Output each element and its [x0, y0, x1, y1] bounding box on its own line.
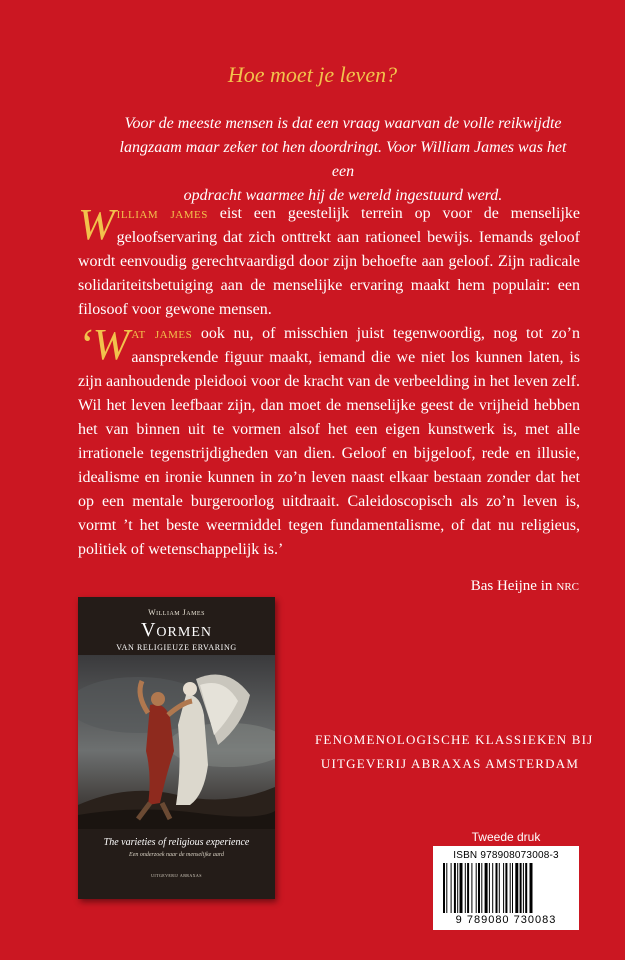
barcode-bar	[503, 863, 504, 913]
barcode-bar	[485, 863, 488, 913]
paragraph-body: ook nu, of misschien juist tegenwoordig, nog tot zo’n aansprekende figuur maakt, iemand die we niet los kunnen laten, is zijn aanhoudende pleidooi voor de kracht van de verbeelding in het leven zelf. Wil het leven leefbaar zijn, dan moet de menselijke geest de vrijheid hebben het van binnen uit te vormen alsof het een eigen kunstwerk is, met alle irrationele tegenstrijdigheden van dien. Geloof en bijgeloof, rede en illusie, idealisme en ironie kunnen in zo’n leven naast elkaar bestaan zonder dat het op een mentale burgeroorlog uitdraait. Caleidoscopisch als zo’n leven is, vormt ’t het beste weermiddel tegen fundamentalisme, of dat nu religieus, politiek of wetenschappelijk is.’	[78, 325, 580, 558]
barcode-bar	[520, 863, 522, 913]
edition-label: Tweede druk	[471, 830, 541, 844]
lead-in-small-caps: at james	[131, 325, 193, 342]
barcode-bar	[471, 863, 472, 913]
attribution-source: nrc	[556, 578, 579, 594]
barcode-bars	[441, 863, 571, 913]
barcode-bar	[499, 863, 500, 913]
barcode-bar	[512, 863, 513, 913]
barcode-bar	[476, 863, 477, 913]
front-cover-thumbnail	[78, 597, 275, 899]
drop-cap	[78, 320, 130, 369]
paragraph-body: eist een geestelijk terrein op voor de menselijke geloofservaring dat zich onttrekt aan rationeel bewijs. Iemands geloof wordt eenvoudig gerechtvaardigd door zijn behoefte aan geloof. Zijn radicale solidariteitsbetuiging aan de menselijke ervaring maakt hem populair: een filosoof voor gewone mensen.	[78, 205, 580, 318]
book-title: Vormen	[140, 619, 212, 641]
book-publisher: uitgeverij abraxas	[151, 873, 202, 879]
quote-attribution	[471, 578, 579, 595]
barcode-bar	[481, 863, 482, 913]
barcode-bar	[454, 863, 456, 913]
isbn-label: ISBN 978908073008-3	[453, 850, 559, 861]
intro-line: opdracht waarmee hij de wereld ingestuurd werd.	[183, 187, 503, 204]
book-author: William James	[148, 608, 205, 617]
barcode-bar	[457, 863, 458, 913]
intro-line: langzaam maar zeker tot hen doordringt. Voor William James was het een	[119, 139, 567, 180]
lead-in-small-caps: illiam james	[116, 205, 208, 222]
barcode-bar	[505, 863, 507, 913]
barcode-bar	[478, 863, 480, 913]
barcode-bar	[460, 863, 463, 913]
barcode-bar	[443, 863, 445, 913]
paragraph-quote	[78, 322, 580, 562]
jacob-wrestling-angel-illustration	[78, 655, 275, 829]
barcode-bar	[496, 863, 498, 913]
series-line: UITGEVERIJ ABRAXAS AMSTERDAM	[320, 756, 580, 771]
series-line: FENOMENOLOGISCHE KLASSIEKEN BIJ	[315, 732, 594, 747]
series-info	[315, 728, 594, 776]
cover-heading: Hoe moet je leven?	[227, 62, 398, 87]
barcode-bar	[530, 863, 533, 913]
book-english-title: The varieties of religious experience	[103, 837, 250, 848]
barcode-bar	[492, 863, 493, 913]
intro-line: Voor de meeste mensen is dat een vraag waarvan de volle reikwijdte	[124, 115, 562, 132]
attribution-name: Bas Heijne in	[470, 578, 553, 594]
book-tagline: Een onderzoek naar de menselijke aard	[129, 852, 224, 858]
drop-cap: W	[78, 200, 115, 249]
barcode-number: 9 789080 730083	[455, 914, 557, 926]
drop-cap-letter: W	[92, 320, 130, 369]
barcode-bar	[467, 863, 469, 913]
barcode-bar	[446, 863, 447, 913]
intro-text	[108, 112, 578, 208]
barcode-bar	[523, 863, 524, 913]
paragraph-william-james	[78, 202, 580, 322]
book-subtitle: VAN RELIGIEUZE ERVARING	[116, 643, 237, 652]
barcode-bar	[489, 863, 490, 913]
barcode-bar	[465, 863, 466, 913]
barcode-bar	[525, 863, 527, 913]
barcode-bar	[510, 863, 511, 913]
barcode-bar	[451, 863, 452, 913]
isbn-barcode	[433, 846, 579, 930]
opening-quote-mark: ‘	[78, 320, 93, 369]
barcode-bar	[515, 863, 518, 913]
